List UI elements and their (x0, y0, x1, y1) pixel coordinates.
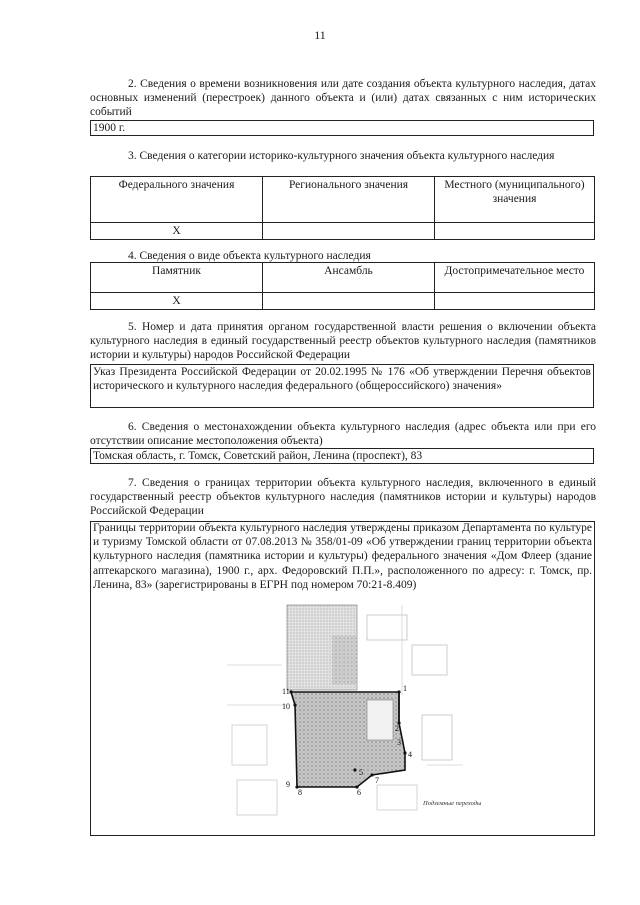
section-5-value: Указ Президента Российской Федерации от 20.02.1995 № 176 «Об утверждении Перечня объектов исторического и культурного наследия федерального (общероссийского) значения» (90, 364, 594, 408)
point-label-2: 2 (395, 724, 399, 733)
point-label-5: 5 (359, 768, 363, 777)
point-label-7: 7 (375, 776, 379, 785)
mark-regional (263, 223, 435, 240)
point-label-3: 3 (397, 738, 401, 747)
mark-ensemble (263, 293, 435, 310)
mark-monument: X (91, 293, 263, 310)
mark-local (435, 223, 595, 240)
mark-landmark (435, 293, 595, 310)
mark-federal: X (91, 223, 263, 240)
section-7-value: Границы территории объекта культурного наследия утверждены приказом Департамента по культуре и туризму Томской области от 07.08.2013 № 358/01-09 «Об утверждении границ территории объекта культурного наследия (памятника истории и культуры) федерального значения «Дом Флеер (здание аптекарского магазина), 1900 г., арх. Федоровский П.П.», расположенного по адресу: г. Томск, пр. Ленина, 83» (зарегистрированы в ЕГРН под номером 70:21-8.409) (93, 522, 592, 591)
section-6-value: Томская область, г. Томск, Советский район, Ленина (проспект), 83 (90, 448, 594, 464)
col-local: Местного (муниципального) значения (435, 177, 595, 223)
section-4-heading: 4. Сведения о виде объекта культурного наследия (128, 250, 371, 262)
point-label-9: 9 (286, 780, 290, 789)
point-label-10: 10 (282, 702, 290, 711)
point-label-8: 8 (298, 788, 302, 797)
map-caption: Подземные переходы (423, 800, 482, 807)
section-5-heading: 5. Номер и дата принятия органом государственной власти решения о включении объекта культурного наследия в единый государственный реестр объектов культурного наследия (памятников истории и культуры) народов Российской Федерации (90, 321, 596, 362)
point-label-1: 1 (403, 684, 407, 693)
section-6-heading: 6. Сведения о местонахождении объекта культурного наследия (адрес объекта или при его отсутствии описание местоположения объекта) (90, 421, 596, 448)
page-number: 11 (314, 28, 326, 42)
col-landmark: Достопримечательное место (435, 263, 595, 293)
point-label-6: 6 (357, 788, 361, 797)
point-label-4: 4 (408, 750, 412, 759)
object-type-table (90, 262, 595, 310)
col-ensemble: Ансамбль (263, 263, 435, 293)
col-regional: Регионального значения (263, 177, 435, 223)
section-2-value: 1900 г. (90, 120, 594, 136)
col-federal: Федерального значения (91, 177, 263, 223)
section-3-heading: 3. Сведения о категории историко-культурного значения объекта культурного наследия (128, 150, 555, 162)
col-monument: Памятник (91, 263, 263, 293)
significance-table (90, 176, 595, 240)
point-label-11: 11 (282, 687, 290, 696)
boundary-map (227, 605, 482, 827)
section-2-heading: 2. Сведения о времени возникновения или дате создания объекта культурного наследия, датах основных изменений (перестроек) данного объекта и (или) датах связанных с ним исторических событий (90, 78, 596, 119)
section-7-heading: 7. Сведения о границах территории объекта культурного наследия, включенного в единый государственный реестр объектов культурного наследия (памятников истории и культуры) народов Российской Федерации (90, 477, 596, 518)
